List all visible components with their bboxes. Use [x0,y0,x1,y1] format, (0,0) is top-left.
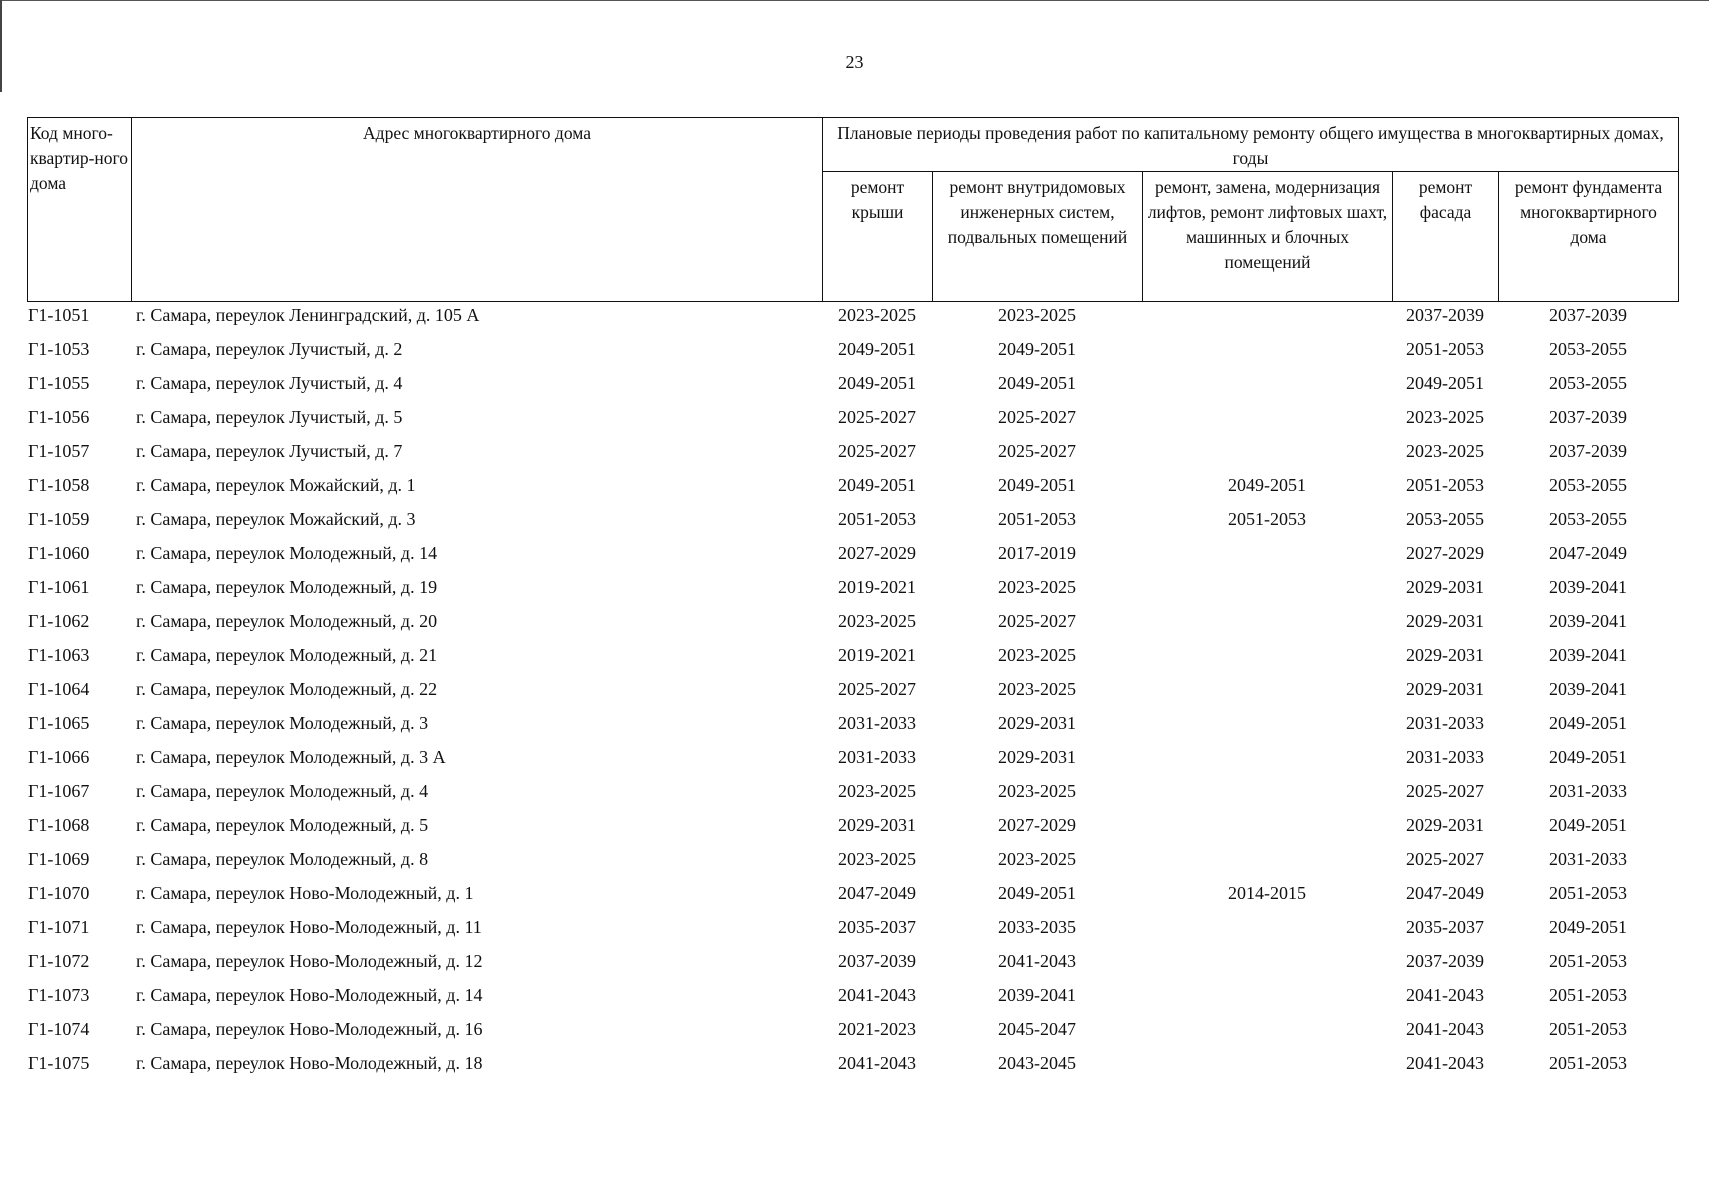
cell-facade: 2041-2043 [1406,985,1484,1005]
header-facade: ремонт фасада [1393,172,1499,302]
cell-foundation: 2031-2033 [1549,781,1627,801]
cell-address: г. Самара, переулок Молодежный, д. 22 [136,679,438,699]
scan-left-border [0,0,2,92]
cell-foundation: 2037-2039 [1549,407,1627,427]
cell-engineering: 2033-2035 [998,917,1076,937]
cell-facade: 2031-2033 [1406,747,1484,767]
cell-foundation: 2047-2049 [1549,543,1627,563]
header-address: Адрес многоквартирного дома [132,118,823,302]
cell-address: г. Самара, переулок Молодежный, д. 5 [136,815,429,835]
table-row [0,946,1709,980]
cell-roof: 2029-2031 [838,815,916,835]
cell-foundation: 2051-2053 [1549,951,1627,971]
cell-engineering: 2051-2053 [998,509,1076,529]
cell-facade: 2029-2031 [1406,645,1484,665]
cell-facade: 2051-2053 [1406,475,1484,495]
cell-foundation: 2049-2051 [1549,917,1627,937]
table-row [0,878,1709,912]
cell-code: Г1-1064 [28,679,90,699]
cell-address: г. Самара, переулок Можайский, д. 1 [136,475,416,495]
table-row [0,470,1709,504]
cell-code: Г1-1053 [28,339,90,359]
table-row [0,606,1709,640]
cell-foundation: 2031-2033 [1549,849,1627,869]
cell-address: г. Самара, переулок Лучистый, д. 5 [136,407,403,427]
cell-code: Г1-1057 [28,441,90,461]
cell-code: Г1-1055 [28,373,90,393]
cell-facade: 2041-2043 [1406,1053,1484,1073]
table-row [0,708,1709,742]
cell-foundation: 2051-2053 [1549,1019,1627,1039]
cell-foundation: 2053-2055 [1549,339,1627,359]
cell-lifts: 2049-2051 [1228,475,1306,495]
cell-roof: 2049-2051 [838,373,916,393]
table-row [0,334,1709,368]
cell-engineering: 2039-2041 [998,985,1076,1005]
table-row [0,844,1709,878]
cell-foundation: 2053-2055 [1549,509,1627,529]
cell-foundation: 2051-2053 [1549,883,1627,903]
cell-engineering: 2023-2025 [998,679,1076,699]
cell-foundation: 2049-2051 [1549,815,1627,835]
cell-foundation: 2049-2051 [1549,747,1627,767]
cell-engineering: 2049-2051 [998,373,1076,393]
cell-address: г. Самара, переулок Молодежный, д. 14 [136,543,438,563]
header-roof: ремонт крыши [823,172,933,302]
cell-address: г. Самара, переулок Молодежный, д. 8 [136,849,429,869]
header-lifts: ремонт, замена, модернизация лифтов, ремонт лифтовых шахт, машинных и блочных помещений [1143,172,1393,302]
cell-facade: 2025-2027 [1406,849,1484,869]
cell-roof: 2031-2033 [838,747,916,767]
cell-foundation: 2037-2039 [1549,305,1627,325]
cell-code: Г1-1063 [28,645,90,665]
cell-facade: 2023-2025 [1406,441,1484,461]
cell-code: Г1-1061 [28,577,90,597]
cell-address: г. Самара, переулок Молодежный, д. 4 [136,781,429,801]
cell-facade: 2051-2053 [1406,339,1484,359]
cell-facade: 2037-2039 [1406,305,1484,325]
cell-code: Г1-1058 [28,475,90,495]
cell-code: Г1-1073 [28,985,90,1005]
cell-engineering: 2029-2031 [998,713,1076,733]
cell-code: Г1-1072 [28,951,90,971]
table-row [0,640,1709,674]
cell-code: Г1-1059 [28,509,90,529]
table-header [27,117,1679,302]
cell-roof: 2025-2027 [838,441,916,461]
cell-facade: 2023-2025 [1406,407,1484,427]
cell-code: Г1-1075 [28,1053,90,1073]
cell-roof: 2025-2027 [838,679,916,699]
cell-facade: 2041-2043 [1406,1019,1484,1039]
cell-address: г. Самара, переулок Лучистый, д. 2 [136,339,403,359]
cell-roof: 2021-2023 [838,1019,916,1039]
cell-facade: 2031-2033 [1406,713,1484,733]
header-code: Код много-квартир-ного дома [28,118,132,302]
cell-address: г. Самара, переулок Молодежный, д. 3 А [136,747,446,767]
cell-roof: 2031-2033 [838,713,916,733]
cell-roof: 2023-2025 [838,305,916,325]
cell-roof: 2037-2039 [838,951,916,971]
table-row [0,368,1709,402]
cell-code: Г1-1056 [28,407,90,427]
cell-engineering: 2025-2027 [998,441,1076,461]
table-row [0,1014,1709,1048]
table-row [0,436,1709,470]
cell-roof: 2049-2051 [838,475,916,495]
cell-engineering: 2023-2025 [998,849,1076,869]
cell-roof: 2019-2021 [838,645,916,665]
cell-roof: 2041-2043 [838,1053,916,1073]
cell-foundation: 2049-2051 [1549,713,1627,733]
cell-foundation: 2039-2041 [1549,645,1627,665]
cell-engineering: 2017-2019 [998,543,1076,563]
cell-address: г. Самара, переулок Можайский, д. 3 [136,509,416,529]
table-row [0,300,1709,334]
cell-code: Г1-1062 [28,611,90,631]
cell-engineering: 2029-2031 [998,747,1076,767]
cell-facade: 2025-2027 [1406,781,1484,801]
cell-facade: 2027-2029 [1406,543,1484,563]
cell-address: г. Самара, переулок Молодежный, д. 19 [136,577,438,597]
cell-roof: 2035-2037 [838,917,916,937]
table-row [0,538,1709,572]
cell-code: Г1-1069 [28,849,90,869]
header-foundation: ремонт фундамента многоквартирного дома [1499,172,1679,302]
cell-engineering: 2041-2043 [998,951,1076,971]
cell-address: г. Самара, переулок Лучистый, д. 7 [136,441,403,461]
cell-foundation: 2053-2055 [1549,373,1627,393]
cell-address: г. Самара, переулок Лучистый, д. 4 [136,373,403,393]
cell-address: г. Самара, переулок Ново-Молодежный, д. 12 [136,951,483,971]
cell-code: Г1-1065 [28,713,90,733]
header-engineering: ремонт внутридомовых инженерных систем, подвальных помещений [933,172,1143,302]
cell-code: Г1-1051 [28,305,90,325]
cell-engineering: 2045-2047 [998,1019,1076,1039]
cell-facade: 2049-2051 [1406,373,1484,393]
table-row [0,776,1709,810]
cell-foundation: 2037-2039 [1549,441,1627,461]
cell-roof: 2019-2021 [838,577,916,597]
cell-address: г. Самара, переулок Ново-Молодежный, д. 11 [136,917,482,937]
page-number: 23 [845,52,864,72]
cell-engineering: 2025-2027 [998,407,1076,427]
cell-facade: 2047-2049 [1406,883,1484,903]
cell-code: Г1-1066 [28,747,90,767]
cell-facade: 2037-2039 [1406,951,1484,971]
cell-engineering: 2025-2027 [998,611,1076,631]
table-row [0,912,1709,946]
cell-code: Г1-1060 [28,543,90,563]
cell-engineering: 2023-2025 [998,781,1076,801]
cell-roof: 2023-2025 [838,781,916,801]
cell-code: Г1-1074 [28,1019,90,1039]
cell-facade: 2029-2031 [1406,679,1484,699]
cell-address: г. Самара, переулок Молодежный, д. 3 [136,713,429,733]
cell-foundation: 2039-2041 [1549,679,1627,699]
cell-roof: 2047-2049 [838,883,916,903]
cell-roof: 2049-2051 [838,339,916,359]
cell-address: г. Самара, переулок Ново-Молодежный, д. 18 [136,1053,483,1073]
cell-roof: 2025-2027 [838,407,916,427]
cell-foundation: 2051-2053 [1549,985,1627,1005]
cell-engineering: 2049-2051 [998,339,1076,359]
cell-foundation: 2051-2053 [1549,1053,1627,1073]
cell-roof: 2027-2029 [838,543,916,563]
table-row [0,742,1709,776]
cell-facade: 2035-2037 [1406,917,1484,937]
cell-engineering: 2043-2045 [998,1053,1076,1073]
cell-code: Г1-1068 [28,815,90,835]
table-row [0,402,1709,436]
scan-top-border [0,0,1709,1]
cell-engineering: 2049-2051 [998,883,1076,903]
cell-roof: 2023-2025 [838,849,916,869]
table-row [0,674,1709,708]
cell-engineering: 2023-2025 [998,577,1076,597]
cell-lifts: 2014-2015 [1228,883,1306,903]
cell-facade: 2053-2055 [1406,509,1484,529]
cell-address: г. Самара, переулок Ленинградский, д. 105 А [136,305,480,325]
cell-address: г. Самара, переулок Ново-Молодежный, д. 1 [136,883,474,903]
cell-foundation: 2039-2041 [1549,577,1627,597]
cell-address: г. Самара, переулок Молодежный, д. 20 [136,611,438,631]
cell-facade: 2029-2031 [1406,611,1484,631]
table-row [0,980,1709,1014]
cell-engineering: 2023-2025 [998,305,1076,325]
cell-roof: 2041-2043 [838,985,916,1005]
table-row [0,1048,1709,1082]
cell-lifts: 2051-2053 [1228,509,1306,529]
cell-engineering: 2049-2051 [998,475,1076,495]
cell-roof: 2023-2025 [838,611,916,631]
cell-address: г. Самара, переулок Ново-Молодежный, д. 14 [136,985,483,1005]
table-row [0,504,1709,538]
cell-address: г. Самара, переулок Ново-Молодежный, д. 16 [136,1019,483,1039]
cell-engineering: 2023-2025 [998,645,1076,665]
cell-facade: 2029-2031 [1406,815,1484,835]
cell-address: г. Самара, переулок Молодежный, д. 21 [136,645,438,665]
cell-facade: 2029-2031 [1406,577,1484,597]
cell-code: Г1-1070 [28,883,90,903]
cell-code: Г1-1067 [28,781,90,801]
cell-roof: 2051-2053 [838,509,916,529]
cell-foundation: 2053-2055 [1549,475,1627,495]
table-row [0,810,1709,844]
header-periods: Плановые периоды проведения работ по капитальному ремонту общего имущества в многоквартирных домах, годы [823,118,1679,172]
cell-engineering: 2027-2029 [998,815,1076,835]
cell-code: Г1-1071 [28,917,90,937]
table-row [0,572,1709,606]
cell-foundation: 2039-2041 [1549,611,1627,631]
